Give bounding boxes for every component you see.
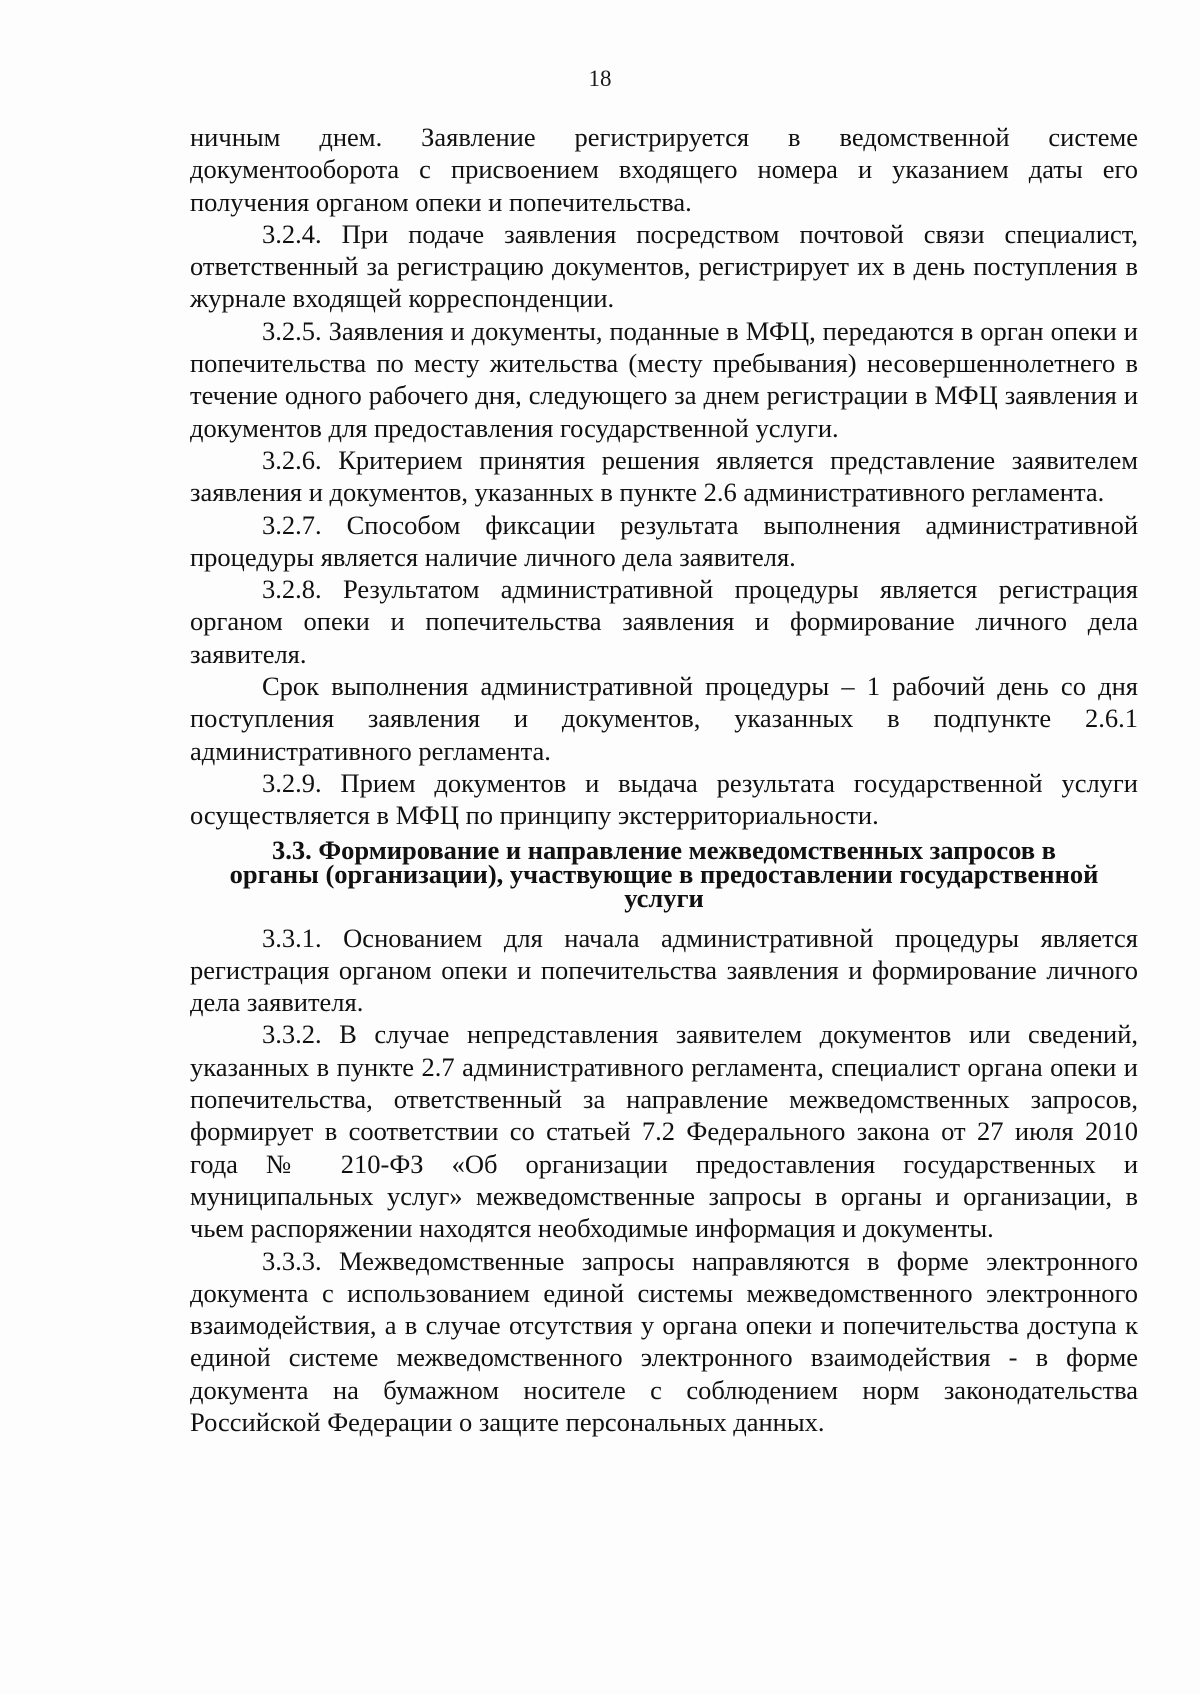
paragraph-3-3-3: 3.3.3. Межведомственные запросы направляются в форме электронного документа с использованием единой системы межведомственного электронного взаимодействия, а в случае отсутствия у органа опеки и попечительства доступа к единой системе межведомственного электронного взаимодействия - в форме документа на бумажном носителе с соблюдением норм законодательства Российской Федерации о защите персональных данных. [190, 1245, 1138, 1437]
paragraph-3-2-6: 3.2.6. Критерием принятия решения является представление заявителем заявления и документов, указанных в пункте 2.6 административного регламента. [190, 444, 1138, 508]
paragraph-3-3-2: 3.3.2. В случае непредставления заявителем документов или сведений, указанных в пункте 2.7 административного регламента, специалист органа опеки и попечительства, ответственный за направление межведомственных запросов, формирует в соответствии со статьей 7.2 Федерального закона от 27 июля 2010 года № 210-ФЗ «Об организации предоставления государственных и муниципальных услуг» межведомственные запросы в органы и организации, в чьем распоряжении находятся необходимые информация и документы. [190, 1019, 1138, 1244]
paragraph-3-2-9: 3.2.9. Прием документов и выдача результата государственной услуги осуществляется в МФЦ по принципу экстерриториальности. [190, 767, 1138, 831]
paragraph-3-2-8: 3.2.8. Результатом административной процедуры является регистрация органом опеки и попечительства заявления и формирование личного дела заявителя. [190, 574, 1138, 669]
document-body [190, 121, 1138, 1438]
page-number: 18 [588, 66, 612, 91]
paragraph-continuation: ничным днем. Заявление регистрируется в ведомственной системе документооборота с присвоением входящего номера и указанием даты его получения органом опеки и попечительства. [190, 122, 1138, 217]
heading-line-1: 3.3. Формирование и направление межведомственных запросов в [271, 834, 1056, 865]
paragraph-3-2-5: 3.2.5. Заявления и документы, поданные в МФЦ, передаются в орган опеки и попечительства по месту жительства (месту пребывания) несовершеннолетнего в течение одного рабочего дня, следующего за днем регистрации в МФЦ заявления и документов для предоставления государственной услуги. [190, 315, 1138, 443]
heading-line-2: органы (организации), участвующие в предоставлении государственной [229, 858, 1099, 889]
paragraph-3-2-4: 3.2.4. При подаче заявления посредством почтовой связи специалист, ответственный за регистрацию документов, регистрирует их в день поступления в журнале входящей корреспонденции. [190, 218, 1138, 314]
paragraph-3-3-1: 3.3.1. Основанием для начала административной процедуры является регистрация органом опеки и попечительства заявления и формирование личного дела заявителя. [190, 922, 1138, 1018]
paragraph-term: Срок выполнения административной процедуры – 1 рабочий день со дня поступления заявления и документов, указанных в подпункте 2.6.1 административного регламента. [190, 671, 1138, 766]
paragraph-3-2-7: 3.2.7. Способом фиксации результата выполнения административной процедуры является наличие личного дела заявителя. [190, 509, 1138, 572]
section-heading-3-3 [190, 834, 1138, 913]
heading-line-3: услуги [624, 882, 704, 913]
